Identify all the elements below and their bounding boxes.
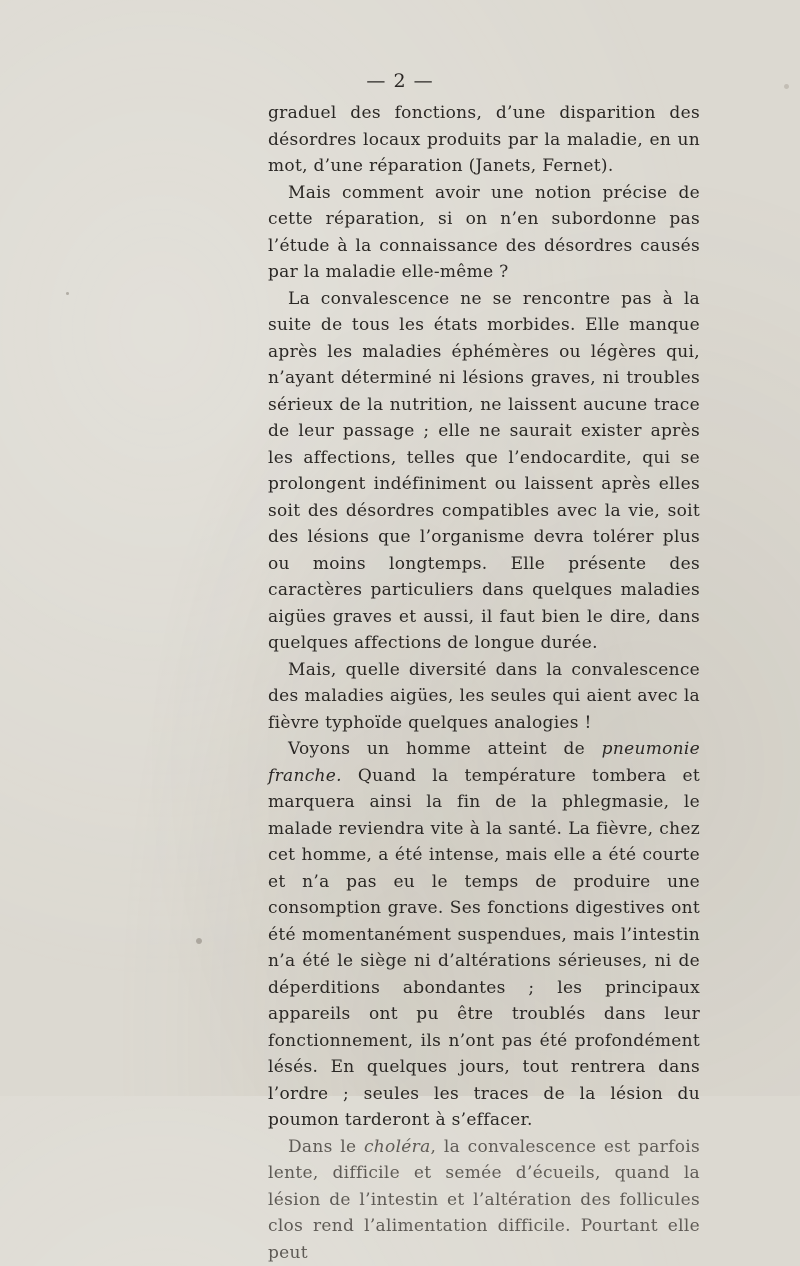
paragraph-5 — [268, 736, 700, 1134]
paragraph-5-end: Quand la température tombera et marquera ainsi la fin de la phlegmasie, le malade reviendra vite à la santé. La fièvre, chez cet homme, a été intense, mais elle a été courte et n’a pas eu le temps de produire une consomption grave. Ses fonctions digestives ont été momentanément suspendues, mais l’intestin n’a été le siège ni d’altérations sérieuses, ni de déperditions abondantes ; les principaux appareils ont pu être troublés dans leur fonctionnement, ils n’ont pas été profondément lésés. En quelques jours, tout rentrera dans l’ordre ; seules les traces de la lésion du poumon tarderont à s’effacer. — [268, 766, 700, 1131]
paragraph-6-emphasis: choléra — [364, 1137, 431, 1157]
paragraph-5-start: Voyons un homme atteint de — [288, 739, 602, 759]
paragraph-4: Mais, quelle diversité dans la convalescence des maladies aigües, les seules qui aient avec la fièvre typhoïde quelques analogies ! — [268, 657, 700, 737]
body-text — [268, 100, 700, 1266]
paragraph-3: La convalescence ne se rencontre pas à la suite de tous les états morbides. Elle manque après les maladies éphémères ou légères qui, n’ayant déterminé ni lésions graves, ni troubles sérieux de la nutrition, ne laissent aucune trace de leur passage ; elle ne saurait exister après les affections, telles que l’endocardite, qui se prolongent indéfiniment ou laissent après elles soit des désordres compatibles avec la vie, soit des lésions que l’organisme devra tolérer plus ou moins longtemps. Elle présente des caractères particuliers dans quelques maladies aigües graves et aussi, il faut bien le dire, dans quelques affections de longue durée. — [268, 286, 700, 657]
paragraph-1: graduel des fonctions, d’une disparition des désordres locaux produits par la maladie, en un mot, d’une réparation (Janets, Fernet). — [268, 100, 700, 180]
paragraph-5-emphasis: pneumonie franche. — [268, 739, 700, 786]
paragraph-2: Mais comment avoir une notion précise de cette réparation, si on n’en subordonne pas l’étude à la connaissance des désordres causés par la maladie elle-même ? — [268, 180, 700, 286]
page-number: — 2 — — [0, 70, 800, 92]
paper-spot — [196, 938, 202, 944]
paper-spot — [784, 84, 789, 89]
paragraph-6-end: , la convalescence est parfois lente, difficile et semée d’écueils, quand la lésion de l’intestin et l’altération des follicules clos rend l’alimentation difficile. Pourtant elle peut — [268, 1137, 700, 1263]
paragraph-6 — [268, 1134, 700, 1266]
paper-spot — [66, 292, 69, 295]
paragraph-6-start: Dans le — [288, 1137, 364, 1157]
